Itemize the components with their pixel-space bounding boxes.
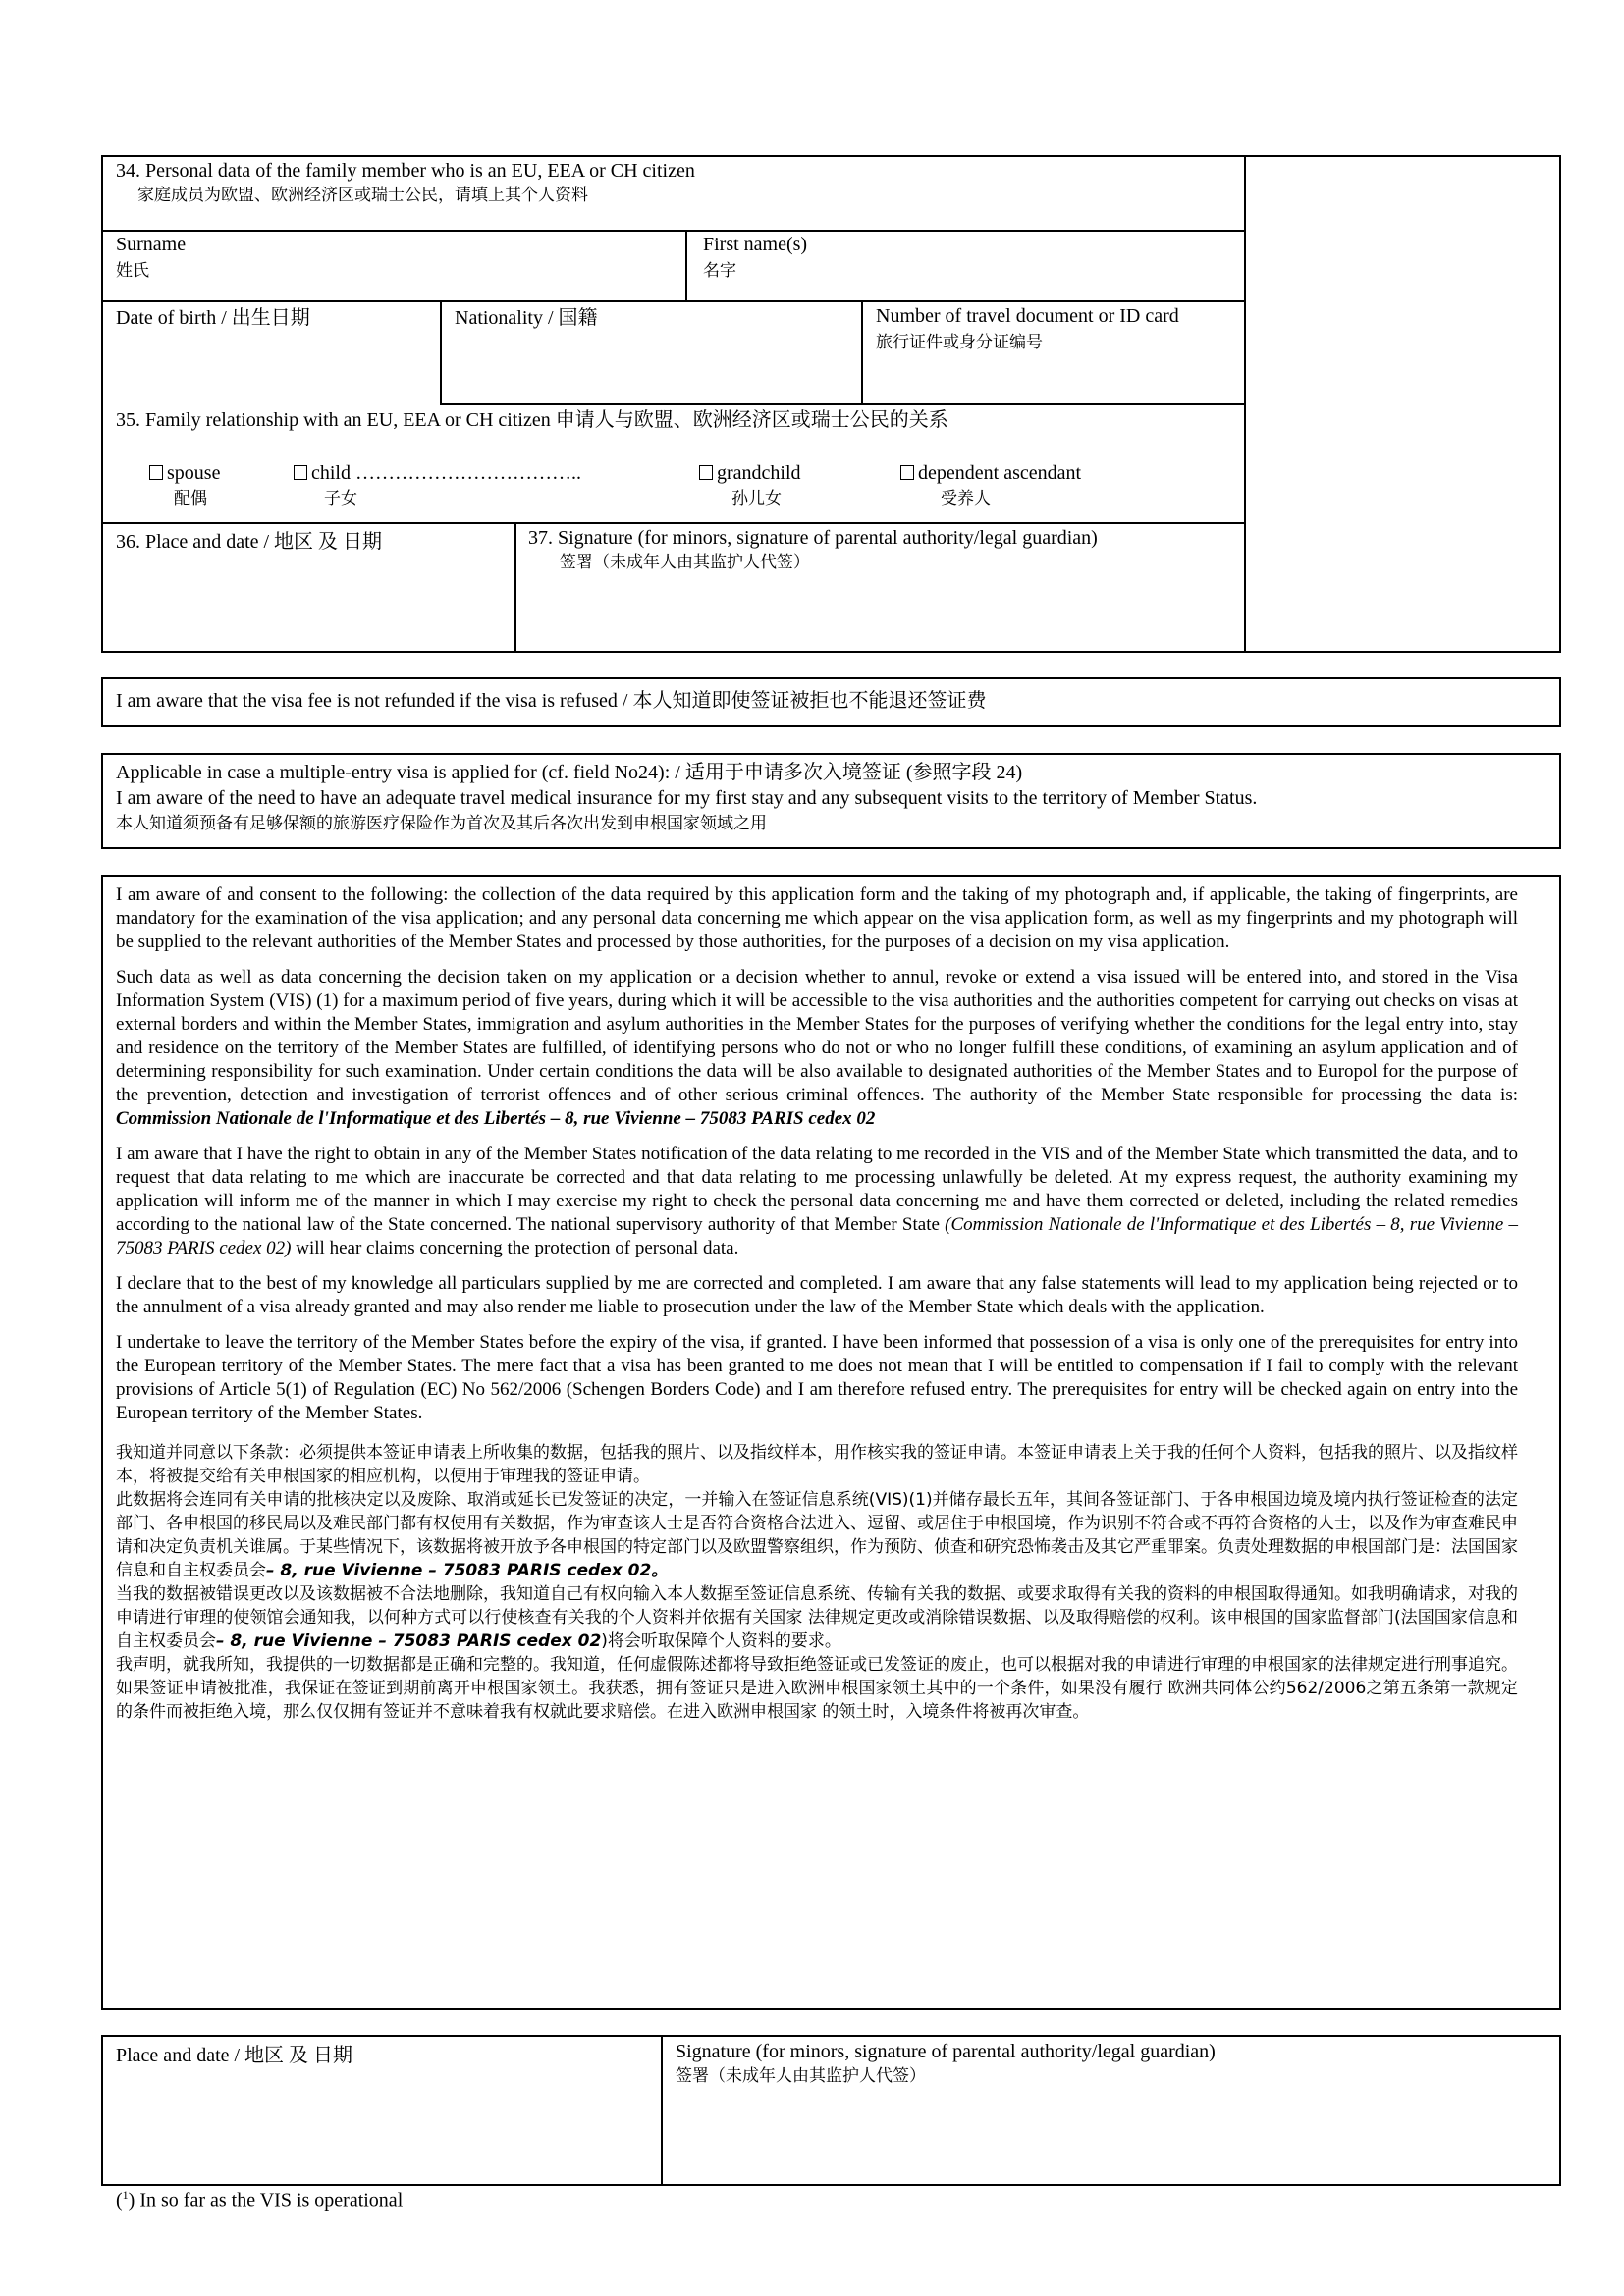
section34-title: 34. Personal data of the family member who is an EU, EEA or CH citizen [116, 160, 695, 182]
checkbox-spouse[interactable] [149, 465, 163, 480]
first-name-label-zh: 名字 [703, 261, 736, 281]
consent-zh-4: 我声明，就我所知，我提供的一切数据都是正确和完整的。我知道，任何虚假陈述都将导致拒绝签证或已发签证的废止，也可以根据对我的申请进行审理的申根国家的法律规定进行刑事追究。 [116, 1655, 1518, 1675]
first-name-label: First name(s) [703, 234, 808, 255]
section34-title-zh: 家庭成员为欧盟、欧洲经济区或瑞士公民，请填上其个人资料 [137, 186, 588, 205]
bottom-signature-label: Signature (for minors, signature of parental authority/legal guardian) [676, 2041, 1216, 2062]
date-of-birth-field[interactable] [103, 334, 437, 399]
consent-zh-2 [116, 1488, 1518, 1582]
bottom-divider [661, 2035, 663, 2186]
first-name-field[interactable] [689, 285, 1241, 298]
bottom-signature-label-zh: 签署（未成年人由其监护人代签） [676, 2066, 926, 2086]
place-date-field[interactable] [103, 558, 512, 650]
checkbox-child[interactable] [294, 465, 307, 480]
signature-field[interactable] [518, 577, 1241, 650]
consent-zh-5: 如果签证申请被批准，我保证在签证到期前离开申根国家领土。我获悉，拥有签证只是进入欧洲申根国家领土其中的一个条件，如果没有履行 欧洲共同体公约562/2006之第五条第一款规定的条件而被拒绝入境，那么仅仅拥有签证并不意味着我有权就此要求赔偿。在进入欧洲申根国家 的领土时，入境条件将被再次审查。 [116, 1679, 1518, 1722]
option-child-label: child …………………………….. [311, 462, 581, 484]
footnote-text: In so far as the VIS is operational [135, 2189, 404, 2212]
consent-zh-3-authority: – 8, rue Vivienne – 75083 PARIS cedex 02 [216, 1631, 602, 1651]
consent-paragraph-2-text: Such data as well as data concerning the decision taken on my application or a decision whether to annul, revoke or extend a visa issued will be entered into, and stored in the Visa Information System (VIS) (1) for a maximum period of five years, during which it will be accessible to the visa authorities and the authorities competent for carrying out checks on visas at external borders and within the Member States, immigration and asylum authorities in the Member States for the purposes of verifying whether the conditions for the legal entry into, stay and residence on the territory of the Member States are fulfilled, of identifying persons who do not or who no longer fulfill these conditions, of examining an asylum application and of determining responsibility for such examination. Under certain conditions the data will be also available to designated authorities of the Member States and to Europol for the purpose of the prevention, detection and investigation of terrorist offences and of other serious criminal offences. The authority of the Member State responsible for processing the data is: [116, 967, 1518, 1105]
surname-label-zh: 姓氏 [116, 261, 149, 281]
option-dependent-ascendant-label: dependent ascendant [918, 462, 1082, 484]
dob-nationality-divider [440, 300, 442, 404]
place-signature-divider [514, 522, 516, 653]
consent-paragraph-2 [116, 966, 1518, 1131]
nationality-field[interactable] [444, 334, 858, 400]
bottom-signature-field[interactable] [665, 2091, 1558, 2183]
date-of-birth-label: Date of birth / 出生日期 [116, 307, 310, 329]
consent-paragraph-3-tail: will hear claims concerning the protection of personal data. [296, 1238, 739, 1258]
option-grandchild-zh: 孙儿女 [731, 489, 782, 508]
consent-paragraph-5: I undertake to leave the territory of the Member States before the expiry of the visa, if granted. I have been informed that possession of a visa is only one of the prerequisites for entry into the European territory of the Member States. The mere fact that a visa has been granted to me does not mean that I will be entitled to compensation if I fail to comply with the relevant provisions of Article 5(1) of Regulation (EC) No 562/2006 (Schengen Borders Code) and I am therefore refused entry. The prerequisites for entry will be checked again on entry into the European territory of the Member States. [116, 1332, 1518, 1423]
travel-document-label: Number of travel document or ID card [876, 305, 1179, 327]
multiple-entry-line2: I am aware of the need to have an adequate travel medical insurance for my first stay and any subsequent visits to the territory of Member Status. [116, 787, 1258, 809]
consent-paragraph-3 [116, 1143, 1518, 1260]
footnote-mark: 1 [122, 2188, 129, 2202]
nationality-label: Nationality / 国籍 [455, 307, 598, 329]
travel-document-field[interactable] [865, 357, 1241, 400]
divider-below-title [101, 230, 1245, 232]
consent-zh-2-authority: – 8, rue Vivienne – 75083 PARIS cedex 02。 [266, 1561, 669, 1580]
section35-title: 35. Family relationship with an EU, EEA or CH citizen 申请人与欧盟、欧洲经济区或瑞士公民的关系 [116, 409, 948, 431]
consent-zh-3 [116, 1582, 1518, 1653]
fee-notice: I am aware that the visa fee is not refunded if the visa is refused / 本人知道即使签证被拒也不能退还签证费 [116, 690, 987, 712]
place-date-label: 36. Place and date / 地区 及 日期 [116, 531, 383, 553]
signature-label-zh: 签署（未成年人由其监护人代签） [560, 553, 810, 572]
consent-paragraph-3-text: I am aware that I have the right to obtain in any of the Member States notification of the data relating to me recorded in the VIS and of the Member State which transmitted the data, and to request that data relating to me which are inaccurate be corrected and that data relating to me processing unlawfully be deleted. At my express request, the authority examining my application will inform me of the manner in which I may exercise my right to check the personal data concerning me and have them corrected or deleted, including the related remedies according to the national law of the State concerned. The national supervisory authority of that Member State [116, 1144, 1518, 1235]
divider-below-names [101, 300, 1245, 302]
consent-text [116, 883, 1518, 1724]
divider-above-place [101, 522, 1245, 524]
bottom-place-date-field[interactable] [103, 2071, 659, 2183]
option-dependent-ascendant[interactable] [900, 461, 1081, 485]
option-spouse-label: spouse [167, 462, 221, 484]
consent-zh-1: 我知道并同意以下条款：必须提供本签证申请表上所收集的数据，包括我的照片、以及指纹样本，用作核实我的签证申请。本签证申请表上关于我的任何个人资料，包括我的照片、以及指纹样本，将被提交给有关申根国家的相应机构，以便用于审理我的签证申请。 [116, 1443, 1518, 1486]
signature-label: 37. Signature (for minors, signature of parental authority/legal guardian) [528, 527, 1098, 549]
checkbox-dependent-ascendant[interactable] [900, 465, 914, 480]
consent-zh-3-tail: )将会听取保障个人资料的要求。 [601, 1631, 841, 1651]
option-spouse-zh: 配偶 [174, 489, 207, 508]
surname-label: Surname [116, 234, 187, 255]
bottom-place-date-label: Place and date / 地区 及 日期 [116, 2045, 353, 2066]
consent-paragraph-3-authority: (Commission Nationale de l'Informatique et des Libertés – 8, rue Vivienne – 75083 PARIS cedex 02) [116, 1214, 1519, 1258]
consent-paragraph-2-authority: Commission Nationale de l'Informatique et des Libertés – 8, rue Vivienne – 75083 PARIS cedex 02 [116, 1108, 876, 1129]
consent-paragraph-1: I am aware of and consent to the following: the collection of the data required by this application form and the taking of my photograph and, if applicable, the taking of fingerprints, are mandatory for the examination of the visa application; and any personal data concerning me which appear on the visa application form, as well as my fingerprints and my photograph will be supplied to the relevant authorities of the Member States and processed by those authorities, for the purposes of a decision on my visa application. [116, 884, 1518, 952]
option-grandchild[interactable] [699, 461, 801, 485]
option-child[interactable] [294, 461, 581, 485]
consent-paragraph-4: I declare that to the best of my knowledge all particulars supplied by me are corrected and completed. I am aware that any false statements will lead to my application being rejected or to the annulment of a visa already granted and may also render me liable to prosecution under the law of the Member State which deals with the application. [116, 1273, 1518, 1317]
multiple-entry-line3: 本人知道须预备有足够保额的旅游医疗保险作为首次及其后各次出发到申根国家领域之用 [116, 814, 767, 833]
option-spouse[interactable] [149, 461, 220, 485]
surname-firstname-divider [685, 230, 687, 301]
option-child-zh: 子女 [324, 489, 357, 508]
travel-document-label-zh: 旅行证件或身分证编号 [876, 333, 1043, 352]
nationality-doc-divider [861, 300, 863, 404]
consent-zh-2-text: 此数据将会连同有关申请的批核决定以及废除、取消或延长已发签证的决定，一并输入在签证信息系统(VIS)(1)并储存最长五年，其间各签证部门、于各申根国边境及境内执行签证检查的法定部门、各申根国的移民局以及难民部门都有权使用有关数据，作为审查该人士是否符合资格合法进入、逗留、或居住于申根国境，作为识别不符合或不再符合资格的人士，以及作为审查难民申请和决定负责机关谁属。于某些情况下，该数据将被开放予各申根国的特定部门以及欧盟警察组织，作为预防、侦查和研究恐怖袭击及其它严重罪案。负责处理数据的申根国部门是：法国国家信息和自主权委员会 [116, 1490, 1518, 1580]
checkbox-grandchild[interactable] [699, 465, 713, 480]
option-dependent-ascendant-zh: 受养人 [941, 489, 991, 508]
option-grandchild-label: grandchild [717, 462, 801, 484]
footnote: ($^1$) In so far as the VIS is operational [116, 2188, 404, 2212]
divider-below-dob [440, 403, 1245, 405]
surname-field[interactable] [103, 285, 682, 298]
multiple-entry-line1: Applicable in case a multiple-entry visa is applied for (cf. field No24): / 适用于申请多次入境签证 (参照字段 24) [116, 762, 1023, 783]
consent-zh-3-text: 当我的数据被错误更改以及该数据被不合法地删除，我知道自己有权向输入本人数据至签证信息系统、传输有关我的数据、或要求取得有关我的资料的申根国取得通知。如我明确请求，对我的申请进行审理的使领馆会通知我，以何种方式可以行使核查有关我的个人资料并依据有关国家 法律规定更改或消除错误数据、以及取得赔偿的权利。该申根国的国家监督部门(法国国家信息和自主权委员会 [116, 1584, 1518, 1651]
